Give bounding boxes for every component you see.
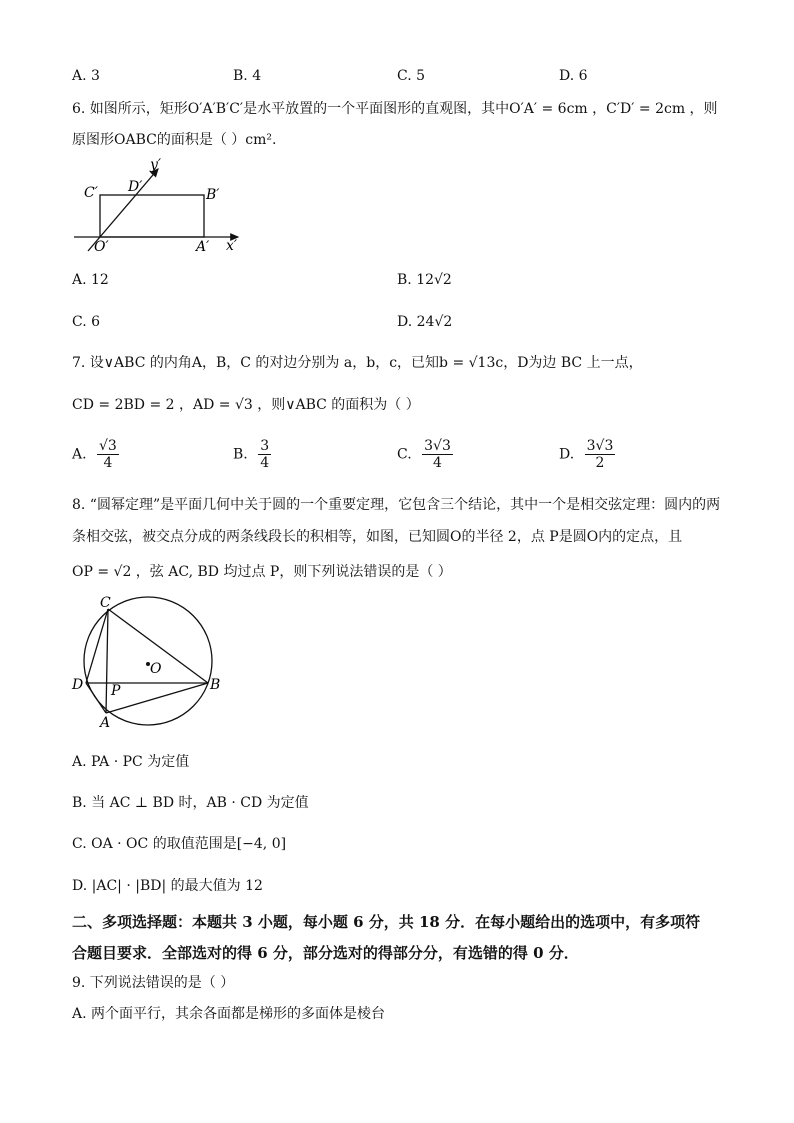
q7-stem-line1: 7. 设∨ABC 的内角A，B，C 的对边分别为 a，b，c，已知b = √13c，D为边 BC 上一点，	[72, 355, 643, 371]
label-a: A	[100, 715, 111, 731]
label-c: C	[100, 595, 111, 611]
section2-heading-line2: 合题目要求．全部选对的得 6 分，部分选对的得部分分，有选错的得 0 分．	[72, 944, 579, 962]
chord-ab	[106, 683, 208, 713]
q7-option-a	[72, 438, 119, 471]
rectangle-oabc	[100, 195, 204, 237]
q7-option-b-label: B.	[233, 446, 248, 463]
label-o: O	[150, 661, 162, 677]
label-b: B′	[206, 187, 220, 203]
q8-circle-figure	[66, 595, 236, 735]
label-c: C′	[84, 185, 98, 201]
q9-option-a: A. 两个面平行，其余各面都是梯形的多面体是棱台	[72, 1006, 386, 1022]
label-d: D	[72, 677, 84, 693]
q8-stem-line1: 8. “圆幂定理”是平面几何中关于圆的一个重要定理，它包含三个结论，其中一个是相交弦定理：圆内的两	[72, 497, 721, 513]
label-b: B	[210, 677, 221, 693]
q6-option-a: A. 12	[72, 272, 109, 288]
q7-b-denominator: 4	[260, 455, 270, 471]
q7-stem-line2: CD = 2BD = 2 ，AD = √3 ，则∨ABC 的面积为（ ）	[72, 397, 420, 413]
label-y: y′	[150, 157, 162, 173]
q7-c-denominator: 4	[433, 455, 442, 471]
q7-a-numerator: √3	[99, 438, 117, 454]
q7-option-b	[233, 438, 271, 471]
chord-cd	[86, 609, 108, 683]
q6-option-c: C. 6	[72, 314, 101, 330]
q7-a-denominator: 4	[103, 455, 113, 471]
label-a: A′	[196, 239, 210, 255]
label-d: D′	[128, 179, 143, 195]
q5-option-a: A. 3	[72, 68, 100, 84]
q5-option-b: B. 4	[233, 68, 262, 84]
q7-option-d-label: D.	[559, 446, 575, 463]
q9-stem: 9. 下列说法错误的是（ ）	[72, 975, 235, 991]
q7-option-c	[397, 438, 453, 471]
label-o: O′	[94, 239, 109, 255]
q8-option-b: B. 当 AC ⊥ BD 时，AB · CD 为定值	[72, 795, 309, 811]
q7-option-d	[559, 438, 615, 471]
q7-b-numerator: 3	[260, 438, 270, 454]
q8-option-d: D. |AC| · |BD| 的最大值为 12	[72, 878, 263, 894]
q5-option-c: C. 5	[397, 68, 426, 84]
section2-heading-line1: 二、多项选择题：本题共 3 小题，每小题 6 分，共 18 分．在每小题给出的选项中，有多项符	[72, 913, 701, 931]
q5-option-d: D. 6	[559, 68, 588, 84]
label-p: P	[111, 683, 121, 699]
q7-d-numerator: 3√3	[586, 438, 614, 454]
q6-rectangle-figure	[70, 155, 250, 255]
q7-option-c-label: C.	[397, 446, 412, 463]
q7-d-denominator: 2	[595, 455, 605, 471]
q7-c-numerator: 3√3	[424, 438, 451, 454]
q6-stem-line2: 原图形OABC的面积是（ ）cm².	[72, 132, 277, 148]
q8-stem-line3: OP = √2 ，弦 AC, BD 均过点 P，则下列说法错误的是（ ）	[72, 564, 452, 580]
circle-o	[84, 597, 212, 725]
chord-da	[86, 683, 106, 713]
q8-stem-line2: 条相交弦，被交点分成的两条线段长的积相等，如图，已知圆O的半径 2，点 P是圆O内的定点，且	[72, 529, 683, 545]
chord-ca	[106, 609, 108, 713]
q6-stem-line1: 6. 如图所示，矩形O′A′B′C′是水平放置的一个平面图形的直观图，其中O′A′ = 6cm ，C′D′ = 2cm ，则	[72, 101, 718, 117]
q6-option-d: D. 24√2	[397, 314, 453, 330]
q8-option-c: C. OA · OC 的取值范围是[−4, 0]	[72, 836, 287, 852]
label-x: x′	[226, 238, 238, 254]
q8-option-a: A. PA · PC 为定值	[72, 754, 190, 770]
q6-option-b: B. 12√2	[397, 272, 452, 288]
q7-option-a-label: A.	[72, 446, 87, 463]
